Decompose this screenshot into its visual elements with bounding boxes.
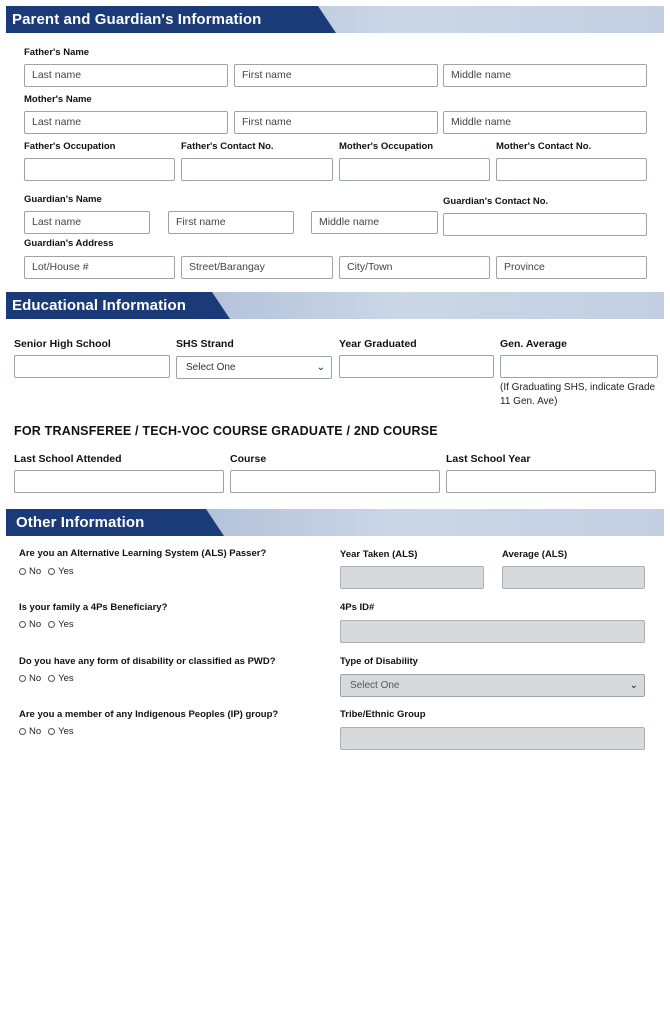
guardian-address-label: Guardian's Address (24, 238, 114, 249)
average-als-label: Average (ALS) (502, 549, 568, 560)
shs-strand-select[interactable] (176, 356, 332, 379)
ip-yes-radio[interactable]: Yes (48, 726, 74, 737)
section-title-education: Educational Information (12, 297, 186, 314)
year-graduated-input[interactable] (339, 355, 494, 378)
pwd-yes-radio[interactable]: Yes (48, 673, 74, 684)
year-taken-label: Year Taken (ALS) (340, 549, 418, 560)
address-lot-input[interactable]: Lot/House # (24, 256, 175, 279)
4ps-id-label: 4Ps ID# (340, 602, 375, 613)
mother-last-name-input[interactable]: Last name (24, 111, 228, 134)
father-occupation-label: Father's Occupation (24, 141, 116, 152)
mother-first-name-input[interactable]: First name (234, 111, 438, 134)
ip-no-radio[interactable]: No (19, 726, 41, 737)
section-title-other: Other Information (16, 514, 145, 531)
guardian-middle-name-input[interactable]: Middle name (311, 211, 438, 234)
radio-icon (48, 621, 55, 628)
mother-occupation-input[interactable] (339, 158, 490, 181)
father-middle-name-input[interactable]: Middle name (443, 64, 647, 87)
transferee-heading: FOR TRANSFEREE / TECH-VOC COURSE GRADUATE / 2ND COURSE (14, 424, 438, 438)
gen-average-input[interactable] (500, 355, 658, 378)
als-yes-radio[interactable]: Yes (48, 566, 74, 577)
4ps-id-input[interactable] (340, 620, 645, 643)
guardian-contact-label: Guardian's Contact No. (443, 196, 549, 207)
guardian-name-label: Guardian's Name (24, 194, 102, 205)
pwd-no-radio[interactable]: No (19, 673, 41, 684)
radio-icon (19, 568, 26, 575)
radio-icon (48, 568, 55, 575)
disability-type-value: Select One (350, 680, 400, 691)
gen-average-label: Gen. Average (500, 338, 567, 350)
radio-icon (19, 728, 26, 735)
mother-middle-name-input[interactable]: Middle name (443, 111, 647, 134)
pwd-question: Do you have any form of disability or classified as PWD? (19, 656, 276, 667)
year-graduated-label: Year Graduated (339, 338, 417, 350)
mother-contact-input[interactable] (496, 158, 647, 181)
average-als-input[interactable] (502, 566, 645, 589)
guardian-last-name-input[interactable]: Last name (24, 211, 150, 234)
disability-type-select[interactable] (340, 674, 645, 697)
address-city-input[interactable]: City/Town (339, 256, 490, 279)
guardian-contact-input[interactable] (443, 213, 647, 236)
last-school-year-label: Last School Year (446, 453, 531, 465)
section-title-parent: Parent and Guardian's Information (12, 11, 262, 28)
shs-strand-label: SHS Strand (176, 338, 234, 350)
shs-strand-value: Select One (186, 362, 236, 373)
guardian-first-name-input[interactable]: First name (168, 211, 294, 234)
4ps-question: Is your family a 4Ps Beneficiary? (19, 602, 168, 613)
mother-occupation-label: Mother's Occupation (339, 141, 434, 152)
disability-type-label: Type of Disability (340, 656, 418, 667)
radio-icon (48, 728, 55, 735)
section-header-education (6, 292, 664, 319)
course-label: Course (230, 453, 267, 465)
last-school-input[interactable] (14, 470, 224, 493)
mother-name-label: Mother's Name (24, 94, 92, 105)
radio-icon (19, 675, 26, 682)
ip-radio-group (19, 726, 81, 737)
radio-icon (48, 675, 55, 682)
section-header-parent (6, 6, 664, 33)
als-question: Are you an Alternative Learning System (ALS) Passer? (19, 548, 267, 559)
father-first-name-input[interactable]: First name (234, 64, 438, 87)
father-last-name-input[interactable]: Last name (24, 64, 228, 87)
chevron-down-icon: ⌄ (316, 362, 325, 373)
section-header-other (6, 509, 664, 536)
mother-contact-label: Mother's Contact No. (496, 141, 592, 152)
tribe-label: Tribe/Ethnic Group (340, 709, 426, 720)
gen-average-note: (If Graduating SHS, indicate Grade 11 Gen. Ave) (500, 382, 656, 407)
father-name-label: Father's Name (24, 47, 90, 58)
tribe-input[interactable] (340, 727, 645, 750)
pwd-radio-group (19, 673, 81, 684)
4ps-radio-group (19, 619, 81, 630)
last-school-label: Last School Attended (14, 453, 122, 465)
radio-icon (19, 621, 26, 628)
ip-question: Are you a member of any Indigenous Peoples (IP) group? (19, 709, 279, 720)
last-school-year-input[interactable] (446, 470, 656, 493)
4ps-yes-radio[interactable]: Yes (48, 619, 74, 630)
father-contact-label: Father's Contact No. (181, 141, 274, 152)
als-no-radio[interactable]: No (19, 566, 41, 577)
chevron-down-icon: ⌄ (629, 680, 638, 691)
course-input[interactable] (230, 470, 440, 493)
als-radio-group (19, 566, 81, 577)
father-contact-input[interactable] (181, 158, 333, 181)
4ps-no-radio[interactable]: No (19, 619, 41, 630)
year-taken-input[interactable] (340, 566, 484, 589)
shs-label: Senior High School (14, 338, 111, 350)
address-province-input[interactable]: Province (496, 256, 647, 279)
shs-input[interactable] (14, 355, 170, 378)
father-occupation-input[interactable] (24, 158, 175, 181)
address-street-input[interactable]: Street/Barangay (181, 256, 333, 279)
